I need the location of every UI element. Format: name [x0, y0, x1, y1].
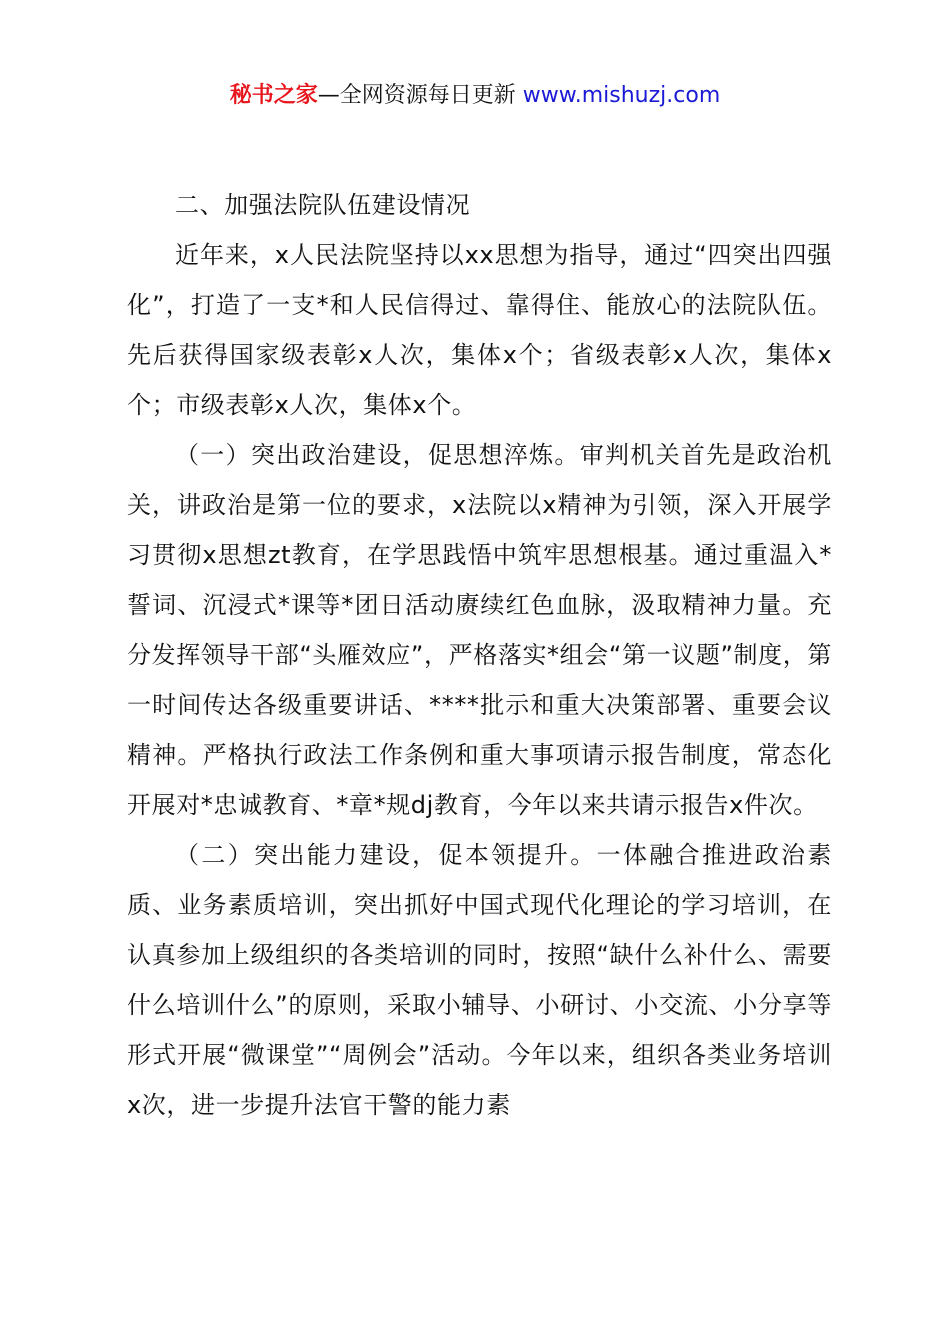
intro-paragraph: 近年来，x人民法院坚持以xx思想为指导，通过“四突出四强化”，打造了一支*和人民信得过、靠得住、能放心的法院队伍。先后获得国家级表彰x人次，集体x个；省级表彰x人次，集体x个；市级表彰x人次，集体x个。	[127, 241, 832, 419]
header-tagline: —全网资源每日更新	[317, 83, 523, 108]
site-url-link[interactable]: www.mishuzj.com	[522, 83, 721, 108]
capability-building-paragraph: （二）突出能力建设，促本领提升。一体融合推进政治素质、业务素质培训，突出抓好中国式现代化理论的学习培训，在认真参加上级组织的各类培训的同时，按照“缺什么补什么、需要什么培训什么”的原则，采取小辅导、小研讨、小交流、小分享等形式开展“微课堂”“周例会”活动。今年以来，组织各类业务培训x次，进一步提升法官干警的能力素	[127, 841, 832, 1119]
political-building-paragraph: （一）突出政治建设，促思想淬炼。审判机关首先是政治机关，讲政治是第一位的要求，x法院以x精神为引领，深入开展学习贯彻x思想zt教育，在学思践悟中筑牢思想根基。通过重温入*誓词、沉浸式*课等*团日活动赓续红色血脉，汲取精神力量。充分发挥领导干部“头雁效应”，严格落实*组会“第一议题”制度，第一时间传达各级重要讲话、****批示和重大决策部署、重要会议精神。严格执行政法工作条例和重大事项请示报告制度，常态化开展对*忠诚教育、*章*规dj教育，今年以来共请示报告x件次。	[127, 441, 832, 819]
section-title: 二、加强法院队伍建设情况	[175, 191, 471, 219]
brand-name: 秘书之家	[229, 83, 318, 108]
page-header	[0, 80, 950, 112]
document-body	[127, 180, 832, 1130]
